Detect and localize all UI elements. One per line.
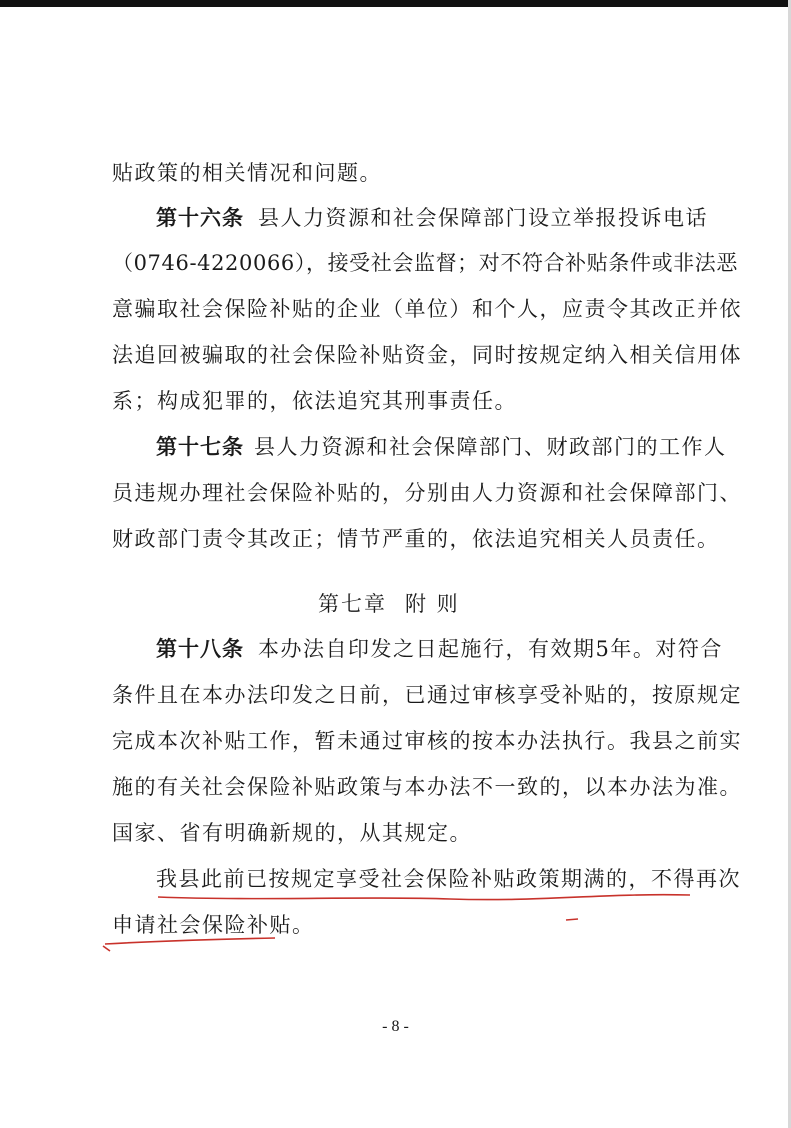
- text-line-1: 贴政策的相关情况和问题。: [112, 161, 382, 185]
- article-17-first-line: [156, 432, 727, 462]
- text-line-10: 本办法自印发之日起施行，有效期5年。对符合: [258, 637, 723, 661]
- article-18-first-line: [156, 634, 723, 664]
- scan-top-border: [0, 0, 791, 7]
- text-line-9: 财政部门责令其改正；情节严重的，依法追究相关人员责任。: [112, 527, 720, 551]
- text-line-14: 国家、省有明确新规的，从其规定。: [112, 821, 472, 845]
- text-line-7: 县人力资源和社会保障部门、财政部门的工作人: [254, 435, 727, 459]
- text-line-11: 条件且在本办法印发之日前，已通过审核享受补贴的，按原规定: [112, 683, 742, 707]
- red-underline-1: [158, 895, 690, 900]
- text-line-4: 意骗取社会保险补贴的企业（单位）和个人，应责令其改正并依: [112, 297, 742, 321]
- text-line-8: 员违规办理社会保险补贴的，分别由人力资源和社会保障部门、: [112, 481, 742, 505]
- text-line-5: 法追回被骗取的社会保险补贴资金，同时按规定纳入相关信用体: [112, 343, 742, 367]
- text-line-2: 县人力资源和社会保障部门设立举报投诉电话: [258, 206, 708, 230]
- chapter-subtitle: 附 则: [405, 592, 460, 616]
- red-dash-mark: [566, 919, 578, 920]
- chapter-heading: [318, 589, 460, 619]
- article-16-first-line: [156, 203, 708, 233]
- article-16-label: 第十六条: [156, 206, 244, 230]
- article-17-label: 第十七条: [156, 435, 244, 459]
- red-tick-mark: [103, 946, 110, 951]
- text-line-6: 系；构成犯罪的，依法追究其刑事责任。: [112, 389, 517, 413]
- text-line-3: （0746-4220066），接受社会监督；对不符合补贴条件或非法恶: [112, 251, 738, 275]
- text-line-15: 我县此前已按规定享受社会保险补贴政策期满的，不得再次: [156, 867, 741, 891]
- chapter-title: 第七章: [318, 592, 387, 616]
- text-line-16: 申请社会保险补贴。: [112, 913, 315, 937]
- article-18-label: 第十八条: [156, 637, 244, 661]
- text-line-13: 施的有关社会保险补贴政策与本办法不一致的，以本办法为准。: [112, 775, 742, 799]
- page-number: - 8 -: [382, 1018, 409, 1035]
- text-line-12: 完成本次补贴工作，暂未通过审核的按本办法执行。我县之前实: [112, 729, 742, 753]
